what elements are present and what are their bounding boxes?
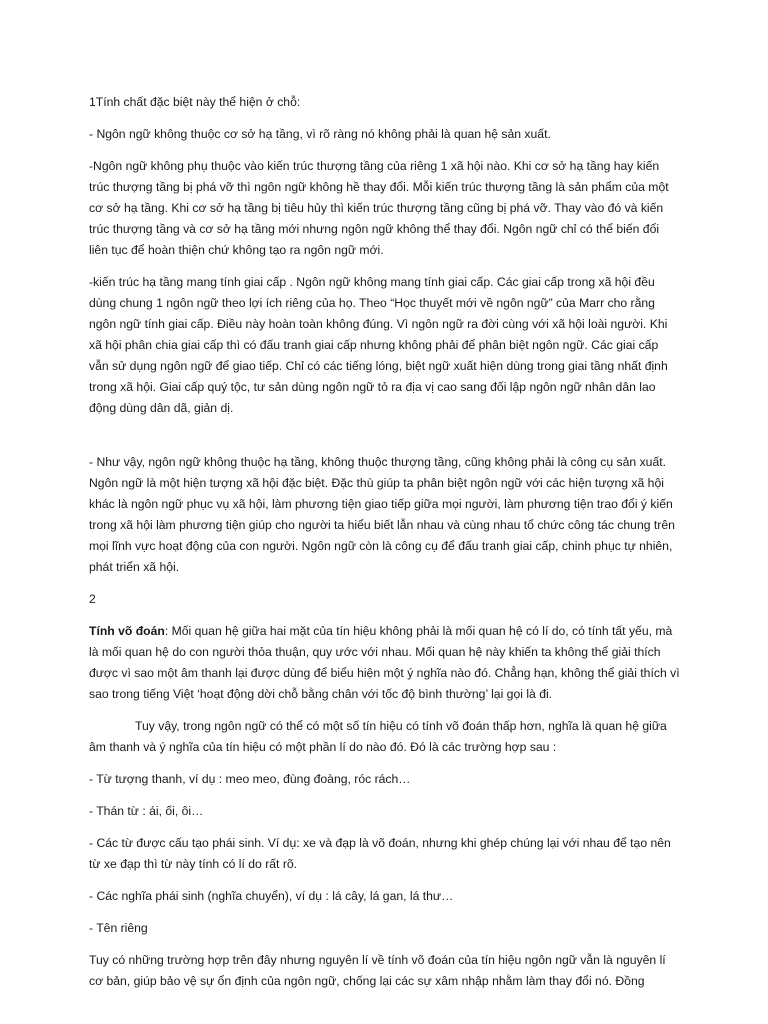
paragraph: -Ngôn ngữ không phụ thuộc vào kiến trúc thượng tầng của riêng 1 xã hội nào. Khi cơ sở hạ tầng hay kiến trúc thượng tầng bị phá vỡ thì ngôn ngữ không hề thay đổi. Mỗi kiến trúc thượng tầng là sản phẩm của một cơ sở hạ tầng. Khi cơ sở hạ tầng bị tiêu hủy thì kiến trúc thượng tầng cũng bị phá vỡ. Thay vào đó và kiến trúc thượng tầng và cơ sở hạ tầng mới nhưng ngôn ngữ không thể thay đổi. Ngôn ngữ chỉ có thể biến đổi liên tục để hoàn thiện chứ không tạo ra ngôn ngữ mới. — [89, 159, 669, 257]
paragraph-indented: Tuy vậy, trong ngôn ngữ có thể có một số tín hiệu có tính võ đoán thấp hơn, nghĩa là quan hệ giữa âm thanh và ý nghĩa của tín hiệu có một phần lí do nào đó. Đó là các trường hợp sau : — [89, 719, 667, 754]
list-item: - Thán từ : ái, ối, ôi… — [89, 804, 204, 818]
paragraph-definition — [89, 621, 681, 705]
defined-term: Tính võ đoán — [89, 624, 165, 638]
paragraph-heading-1: 1Tính chất đặc biệt này thể hiện ở chỗ: — [89, 95, 301, 109]
list-item: - Các nghĩa phái sinh (nghĩa chuyển), ví dụ : lá cây, lá gan, lá thư… — [89, 889, 454, 903]
document-body — [89, 92, 681, 1003]
list-item: - Từ tượng thanh, ví dụ : meo meo, đùng đoàng, róc rách… — [89, 772, 411, 786]
paragraph: -kiến trúc hạ tầng mang tính giai cấp . Ngôn ngữ không mang tính giai cấp. Các giai cấp trong xã hội đều dùng chung 1 ngôn ngữ theo lợi ích riêng của họ. Theo “Học thuyết mới về ngôn ngữ” của Marr cho rằng ngôn ngữ tính giai cấp. Điều này hoàn toàn không đúng. Vì ngôn ngữ ra đời cùng với xã hội loài người. Khi xã hội phân chia giai cấp thì có đấu tranh giai cấp nhưng không phải để phân biệt ngôn ngữ. Các giai cấp vẫn sử dụng ngôn ngữ để giao tiếp. Chỉ có các tiếng lóng, biệt ngữ xuất hiện dùng trong giai tầng nhất định trong xã hội. Giai cấp quý tộc, tư sản dùng ngôn ngữ tỏ ra địa vị cao sang đối lập ngôn ngữ nhân dân lao động dùng dân dã, giản dị. — [89, 275, 668, 415]
list-item: - Tên riêng — [89, 921, 148, 935]
definition-text: : Mối quan hệ giữa hai mặt của tín hiệu không phải là mối quan hệ có lí do, có tính tất yếu, mà là mối quan hệ do con người thỏa thuận, quy ước với nhau. Mối quan hệ này khiến ta không thể giải thích được vì sao một âm thanh lại được dùng để biểu hiện một ý nghĩa nào đó. Chẳng hạn, không thể giải thích vì sao trong tiếng Việt ‘hoạt động dời chỗ bằng chân với tốc độ bình thường’ lại gọi là đi. — [89, 624, 680, 701]
paragraph: - Ngôn ngữ không thuộc cơ sở hạ tầng, vì rõ ràng nó không phải là quan hệ sản xuất. — [89, 127, 551, 141]
paragraph: Tuy có những trường hợp trên đây nhưng nguyên lí về tính võ đoán của tín hiệu ngôn ngữ vẫn là nguyên lí cơ bản, giúp bảo vệ sự ổn định của ngôn ngữ, chống lại các sự xâm nhập nhằm làm thay đổi nó. Đồng — [89, 953, 666, 988]
section-number: 2 — [89, 592, 96, 606]
blank-line — [89, 430, 681, 452]
list-item: - Các từ được cấu tạo phái sinh. Ví dụ: xe và đạp là võ đoán, nhưng khi ghép chúng lại với nhau để tạo nên từ xe đạp thì từ này tính có lí do rất rõ. — [89, 836, 671, 871]
paragraph: - Như vậy, ngôn ngữ không thuộc hạ tầng, không thuộc thượng tầng, cũng không phải là công cụ sản xuất. Ngôn ngữ là một hiện tượng xã hội đặc biệt. Đặc thù giúp ta phân biệt ngôn ngữ với các hiện tượng xã hội khác là ngôn ngữ phục vụ xã hội, làm phương tiện giao tiếp giữa mọi người, làm phương tiện trao đổi ý kiến trong xã hội làm phương tiện giúp cho người ta hiểu biết lẫn nhau và cùng nhau tổ chức công tác chung trên mọi lĩnh vực hoạt động của con người. Ngôn ngữ còn là công cụ để đấu tranh giai cấp, chinh phục tự nhiên, phát triển xã hội. — [89, 455, 675, 574]
